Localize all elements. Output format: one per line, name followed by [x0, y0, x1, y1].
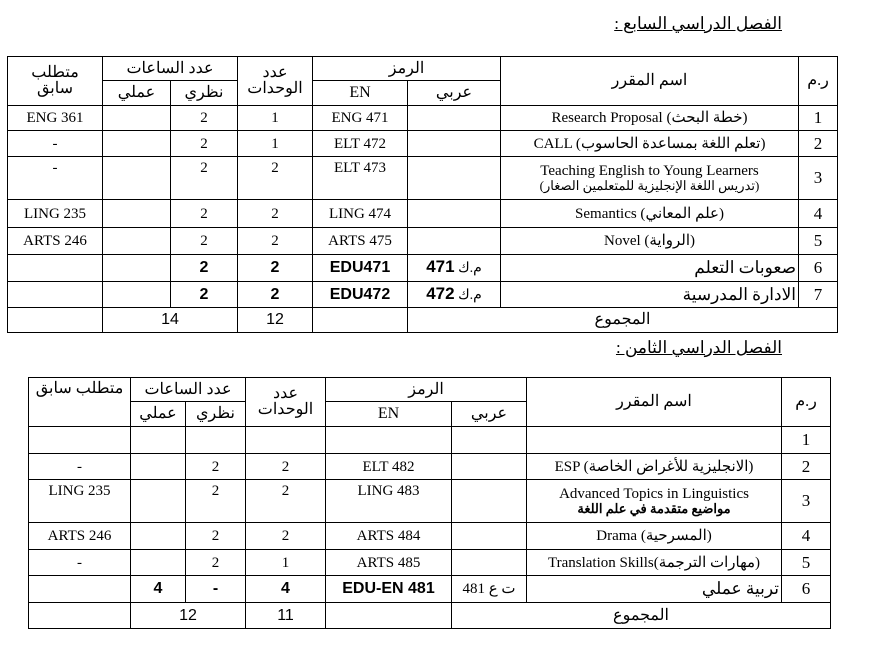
prereq-cell: [8, 255, 103, 282]
practical-cell: [103, 228, 171, 255]
prereq-cell: ARTS 246: [29, 523, 131, 550]
course-name-cell: Research Proposal (خطة البحث): [501, 106, 799, 131]
prereq-cell: ENG 361: [8, 106, 103, 131]
en-code-cell: EDU472: [313, 282, 408, 308]
row-number-cell: 7: [799, 282, 838, 308]
row-number-cell: 3: [782, 480, 831, 523]
table-row: [29, 576, 831, 603]
units-cell: 1: [238, 131, 313, 157]
total-empty-cell: [326, 603, 452, 629]
en-code-cell: LING 474: [313, 200, 408, 228]
units-cell: 2: [238, 200, 313, 228]
en-code-header: EN: [326, 402, 452, 427]
units-header: عدد الوحدات: [238, 57, 313, 106]
table-row: [8, 200, 838, 228]
row-number-cell: 6: [782, 576, 831, 603]
practical-header: عملي: [131, 402, 186, 427]
theory-cell: 2: [171, 106, 238, 131]
course-name-cell: تربية عملي: [527, 576, 782, 603]
table-row: [8, 282, 838, 308]
course-name-cell: Advanced Topics in Linguistics مواضيع متقدمة في علم اللغة: [527, 480, 782, 523]
arabic-code-cell: [408, 131, 501, 157]
theory-cell: 2: [171, 282, 238, 308]
en-code-cell: EDU-EN 481: [326, 576, 452, 603]
units-header: عدد الوحدات: [246, 378, 326, 427]
practical-cell: [131, 523, 186, 550]
units-cell: 2: [246, 523, 326, 550]
table-row: [8, 106, 838, 131]
units-cell: 2: [238, 157, 313, 200]
course-name-cell: صعوبات التعلم: [501, 255, 799, 282]
semester-8-title: الفصل الدراسي الثامن :: [615, 338, 782, 357]
en-code-cell: ELT 472: [313, 131, 408, 157]
prereq-cell: -: [8, 157, 103, 200]
practical-header: عملي: [103, 81, 171, 106]
prereq-header: متطلب سابق: [29, 378, 131, 427]
row-number-cell: 6: [799, 255, 838, 282]
prereq-cell: LING 235: [8, 200, 103, 228]
en-code-cell: ARTS 485: [326, 550, 452, 576]
course-name-header: اسم المقرر: [501, 57, 799, 106]
total-label-cell: المجموع: [452, 603, 831, 629]
prereq-header: متطلب سابق: [8, 57, 103, 106]
practical-cell: [131, 550, 186, 576]
practical-cell: [131, 480, 186, 523]
practical-cell: [103, 106, 171, 131]
prereq-cell: [29, 427, 131, 454]
theory-cell: 2: [171, 131, 238, 157]
en-code-cell: ARTS 475: [313, 228, 408, 255]
hours-header: عدد الساعات: [131, 378, 246, 402]
theory-cell: [186, 427, 246, 454]
table-row: [29, 523, 831, 550]
row-number-cell: 1: [782, 427, 831, 454]
en-code-cell: [326, 427, 452, 454]
prereq-cell: [29, 576, 131, 603]
table-row: [8, 228, 838, 255]
en-code-cell: ELT 473: [313, 157, 408, 200]
row-number-cell: 1: [799, 106, 838, 131]
total-row: [8, 308, 838, 333]
theory-cell: 2: [186, 480, 246, 523]
course-name-cell: Translation Skills(مهارات الترجمة): [527, 550, 782, 576]
total-prereq-cell: [29, 603, 131, 629]
practical-cell: [103, 255, 171, 282]
theory-cell: 2: [186, 454, 246, 480]
row-number-cell: 4: [799, 200, 838, 228]
arabic-code-cell: م.ك 472: [408, 282, 501, 308]
en-code-header: EN: [313, 81, 408, 106]
theory-cell: 2: [171, 255, 238, 282]
prereq-cell: ARTS 246: [8, 228, 103, 255]
units-cell: 1: [246, 550, 326, 576]
theory-header: نظري: [171, 81, 238, 106]
total-empty-cell: [313, 308, 408, 333]
course-name-cell: ESP (الانجليزية للأغراض الخاصة): [527, 454, 782, 480]
total-prereq-cell: [8, 308, 103, 333]
theory-cell: 2: [186, 550, 246, 576]
prereq-cell: [8, 282, 103, 308]
arabic-code-cell: [408, 106, 501, 131]
arabic-code-cell: [408, 228, 501, 255]
arabic-code-header: عربي: [408, 81, 501, 106]
row-number-cell: 2: [799, 131, 838, 157]
theory-header: نظري: [186, 402, 246, 427]
arabic-code-cell: [452, 427, 527, 454]
total-label-cell: المجموع: [408, 308, 838, 333]
theory-cell: 2: [186, 523, 246, 550]
en-code-cell: EDU471: [313, 255, 408, 282]
practical-cell: [103, 282, 171, 308]
units-cell: 2: [238, 228, 313, 255]
course-name-cell: Teaching English to Young Learners (تدريس اللغة الإنجليزية للمتعلمين الصغار): [501, 157, 799, 200]
en-code-cell: ARTS 484: [326, 523, 452, 550]
prereq-cell: -: [29, 550, 131, 576]
hours-header: عدد الساعات: [103, 57, 238, 81]
units-cell: [246, 427, 326, 454]
theory-cell: 2: [171, 157, 238, 200]
semester-7-title: الفصل الدراسي السابع :: [614, 14, 782, 33]
table-row: [29, 550, 831, 576]
en-code-cell: ELT 482: [326, 454, 452, 480]
theory-cell: -: [186, 576, 246, 603]
total-row: [29, 603, 831, 629]
arabic-code-header: عربي: [452, 402, 527, 427]
theory-cell: 2: [171, 200, 238, 228]
table-row: [8, 131, 838, 157]
course-name-header: اسم المقرر: [527, 378, 782, 427]
units-cell: 2: [238, 255, 313, 282]
units-cell: 4: [246, 576, 326, 603]
row-number-header: ر.م: [799, 57, 838, 106]
practical-cell: [103, 200, 171, 228]
arabic-code-cell: [452, 480, 527, 523]
row-number-header: ر.م: [782, 378, 831, 427]
table-row: [29, 454, 831, 480]
course-name-cell: Novel (الرواية): [501, 228, 799, 255]
code-header: الرمز: [326, 378, 527, 402]
semester-7-table: [7, 56, 838, 333]
total-hours-cell: 12: [131, 603, 246, 629]
table-row: [29, 427, 831, 454]
units-cell: 2: [238, 282, 313, 308]
arabic-code-cell: [408, 200, 501, 228]
practical-cell: [103, 157, 171, 200]
row-number-cell: 5: [782, 550, 831, 576]
arabic-code-cell: [452, 454, 527, 480]
semester-8-table: [28, 377, 831, 629]
practical-cell: [131, 454, 186, 480]
total-hours-cell: 14: [103, 308, 238, 333]
total-units-cell: 12: [238, 308, 313, 333]
row-number-cell: 4: [782, 523, 831, 550]
arabic-code-cell: م.ك 471: [408, 255, 501, 282]
row-number-cell: 2: [782, 454, 831, 480]
units-cell: 2: [246, 480, 326, 523]
practical-cell: [131, 427, 186, 454]
en-code-cell: ENG 471: [313, 106, 408, 131]
units-cell: 2: [246, 454, 326, 480]
row-number-cell: 5: [799, 228, 838, 255]
prereq-cell: -: [29, 454, 131, 480]
arabic-code-cell: [408, 157, 501, 200]
theory-cell: 2: [171, 228, 238, 255]
en-code-cell: LING 483: [326, 480, 452, 523]
course-name-cell: Semantics (علم المعاني): [501, 200, 799, 228]
arabic-code-cell: [452, 523, 527, 550]
course-name-cell: الادارة المدرسية: [501, 282, 799, 308]
total-units-cell: 11: [246, 603, 326, 629]
table-row: [29, 480, 831, 523]
units-cell: 1: [238, 106, 313, 131]
practical-cell: [103, 131, 171, 157]
code-header: الرمز: [313, 57, 501, 81]
course-name-cell: [527, 427, 782, 454]
course-name-cell: CALL (تعلم اللغة بمساعدة الحاسوب): [501, 131, 799, 157]
practical-cell: 4: [131, 576, 186, 603]
arabic-code-cell: [452, 550, 527, 576]
course-name-cell: Drama (المسرحية): [527, 523, 782, 550]
arabic-code-cell: ت ع 481: [452, 576, 527, 603]
table-row: [8, 255, 838, 282]
prereq-cell: LING 235: [29, 480, 131, 523]
table-row: [8, 157, 838, 200]
row-number-cell: 3: [799, 157, 838, 200]
prereq-cell: -: [8, 131, 103, 157]
